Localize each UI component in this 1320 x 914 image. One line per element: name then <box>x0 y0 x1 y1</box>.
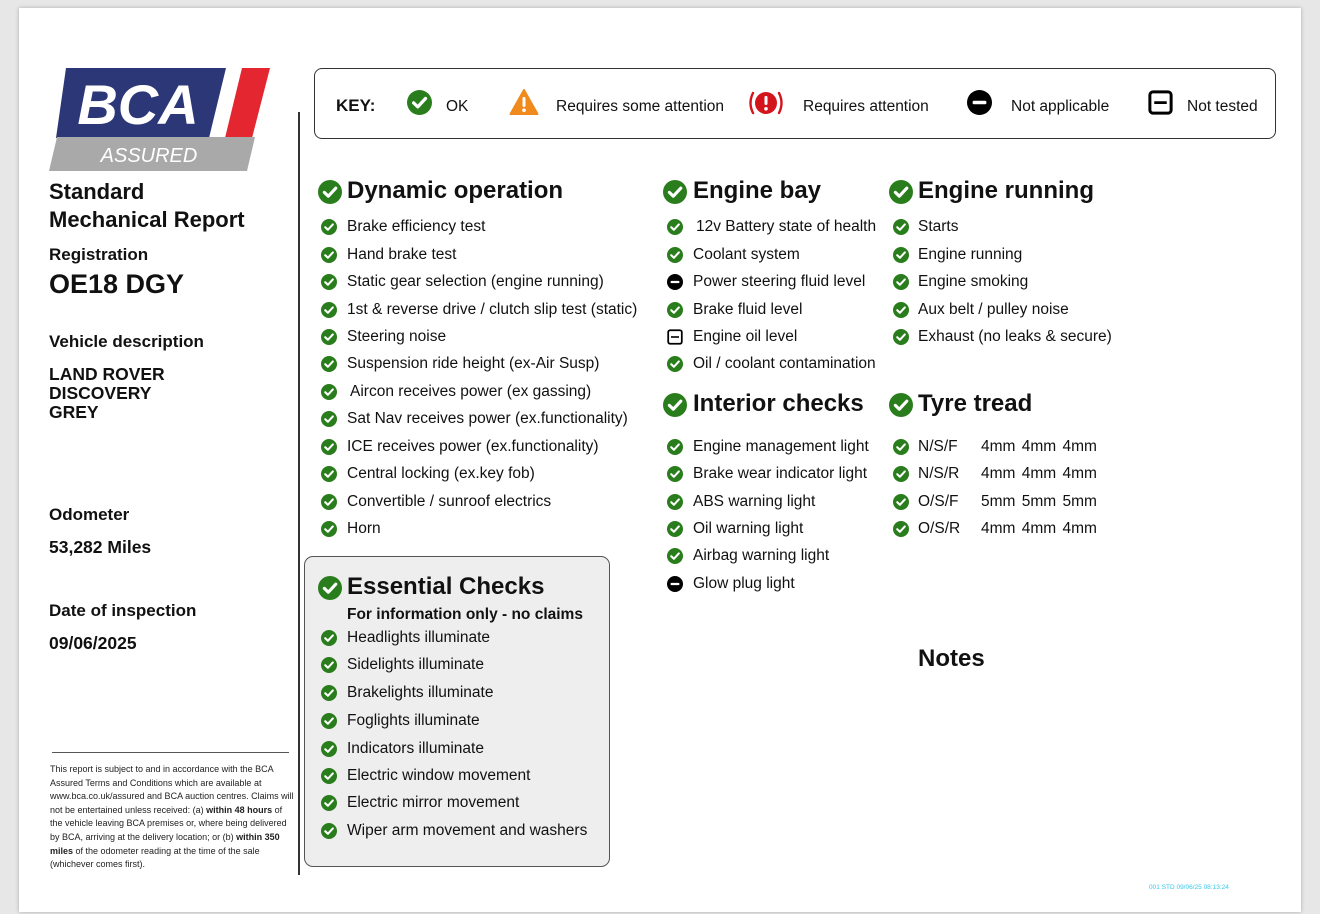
interior-item-label: Airbag warning light <box>693 547 830 564</box>
check-circle-icon <box>321 439 337 460</box>
essential-section-icon <box>318 576 342 605</box>
tyres-item-label: N/S/F <box>918 438 958 455</box>
engine-running-item-label: Aux belt / pulley noise <box>918 301 1069 318</box>
check-circle-icon <box>321 274 337 295</box>
engine-running-item-label: Starts <box>918 218 959 235</box>
vehicle-make: LAND ROVER <box>49 364 165 384</box>
vehicle-description <box>49 365 165 422</box>
engine-bay-item-label: Oil / coolant contamination <box>693 355 876 372</box>
check-circle-icon <box>321 219 337 240</box>
tyre-tread-values: 4mm 4mm 4mm <box>981 465 1097 482</box>
engine-running-section-icon <box>889 180 913 209</box>
key-some-attention-label: Requires some attention <box>556 98 725 115</box>
tyres-item-label: O/S/R <box>918 520 961 537</box>
report-title-line-2: Mechanical Report <box>49 207 245 232</box>
dynamic-section-title: Dynamic operation <box>347 177 564 204</box>
dynamic-item-label: ICE receives power (ex.functionality) <box>347 438 599 455</box>
key-not-applicable-label: Not applicable <box>1011 98 1110 115</box>
tyre-tread-values: 5mm 5mm 5mm <box>981 493 1097 510</box>
dynamic-item-label: Brake efficiency test <box>347 218 486 235</box>
bca-assured-banner <box>49 137 255 171</box>
check-circle-icon <box>667 548 683 569</box>
check-circle-icon <box>321 713 337 734</box>
key-not-tested-icon <box>1148 90 1173 120</box>
minus-circle-icon <box>667 274 683 295</box>
key-title: KEY: <box>336 96 376 115</box>
inspection-date-label: Date of inspection <box>49 601 197 620</box>
key-not-tested-label: Not tested <box>1187 98 1258 115</box>
footer-stamp: 001 STD 09/06/25 08:13:24 <box>1149 884 1229 891</box>
engine-running-item-label: Engine running <box>918 246 1023 263</box>
check-circle-icon <box>321 411 337 432</box>
disclaimer-bold-2: within 350 miles <box>50 831 280 856</box>
report-title <box>49 178 245 234</box>
check-circle-icon <box>893 247 909 268</box>
essential-item-label: Electric window movement <box>347 767 531 784</box>
essential-subtitle: For information only - no claims <box>347 606 583 623</box>
dynamic-item-label: Hand brake test <box>347 246 457 263</box>
check-circle-icon <box>321 466 337 487</box>
key-attention-label: Requires attention <box>803 98 929 115</box>
essential-item-label: Brakelights illuminate <box>347 684 494 701</box>
check-circle-icon <box>321 247 337 268</box>
report-title-line-1: Standard <box>49 179 145 204</box>
dynamic-section-icon <box>318 180 342 209</box>
tyre-tread-values: 4mm 4mm 4mm <box>981 438 1097 455</box>
logo-sub-text: ASSURED <box>100 145 198 167</box>
dynamic-item-label: Sat Nav receives power (ex.functionality) <box>347 410 628 427</box>
inspection-date-value: 09/06/2025 <box>49 633 137 653</box>
check-circle-icon <box>321 329 337 350</box>
check-circle-icon <box>667 494 683 515</box>
check-circle-icon <box>893 302 909 323</box>
engine-bay-item-label: Coolant system <box>693 246 800 263</box>
vehicle-colour: GREY <box>49 402 99 422</box>
dynamic-item-label: Suspension ride height (ex-Air Susp) <box>347 355 600 372</box>
dynamic-item-label: Static gear selection (engine running) <box>347 273 604 290</box>
disclaimer-text <box>50 763 295 872</box>
check-circle-icon <box>321 657 337 678</box>
essential-item-label: Wiper arm movement and washers <box>347 822 588 839</box>
tyre-tread-values: 4mm 4mm 4mm <box>981 520 1097 537</box>
key-ok-icon <box>407 90 432 120</box>
check-circle-icon <box>667 439 683 460</box>
minus-circle-icon <box>667 576 683 597</box>
disclaimer-part-2: of the vehicle leaving BCA premises or, where being delivered by BCA, arriving at the delivery location; or (b) <box>50 804 287 842</box>
essential-item-label: Indicators illuminate <box>347 740 484 757</box>
check-circle-icon <box>321 685 337 706</box>
essential-item-label: Headlights illuminate <box>347 629 491 646</box>
check-circle-icon <box>667 466 683 487</box>
check-circle-icon <box>893 274 909 295</box>
check-circle-icon <box>321 521 337 542</box>
interior-item-label: Engine management light <box>693 438 869 455</box>
essential-item-label: Foglights illuminate <box>347 712 480 729</box>
engine-running-item-label: Engine smoking <box>918 273 1029 290</box>
check-circle-icon <box>667 247 683 268</box>
essential-section-title: Essential Checks <box>347 573 545 600</box>
dynamic-item-label: 1st & reverse drive / clutch slip test (static) <box>347 301 638 318</box>
odometer-value: 53,282 Miles <box>49 537 152 557</box>
vehicle-description-label: Vehicle description <box>49 332 204 351</box>
check-circle-icon <box>667 302 683 323</box>
check-circle-icon <box>321 630 337 651</box>
check-circle-icon <box>667 356 683 377</box>
interior-item-label: Brake wear indicator light <box>693 465 868 482</box>
dynamic-item-label: Central locking (ex.key fob) <box>347 465 535 482</box>
dynamic-item-label: Convertible / sunroof electrics <box>347 493 552 510</box>
disclaimer-rule <box>52 752 289 753</box>
bca-logo <box>56 68 270 138</box>
key-ok-label: OK <box>446 98 469 115</box>
check-circle-icon <box>321 823 337 844</box>
tyres-item-label: N/S/R <box>918 465 960 482</box>
dynamic-item-label: Steering noise <box>347 328 447 345</box>
engine-bay-section-title: Engine bay <box>693 177 822 204</box>
engine-bay-item-label: 12v Battery state of health <box>696 218 877 235</box>
engine-bay-item-label: Brake fluid level <box>693 301 803 318</box>
disclaimer-part-1: This report is subject to and in accordance with the BCA Assured Terms and Conditions which are available at www.bca.co.uk/assured and BCA auction centres. Claims will not be entertained unless received: (a) <box>50 764 294 815</box>
check-circle-icon <box>321 741 337 762</box>
check-circle-icon <box>321 384 337 405</box>
essential-item-label: Sidelights illuminate <box>347 656 484 673</box>
registration-label: Registration <box>49 245 149 264</box>
tyre-section-icon <box>889 393 913 422</box>
check-circle-icon <box>893 521 909 542</box>
engine-running-item-label: Exhaust (no leaks & secure) <box>918 328 1112 345</box>
check-circle-icon <box>893 494 909 515</box>
essential-item-label: Electric mirror movement <box>347 794 520 811</box>
check-circle-icon <box>893 439 909 460</box>
check-circle-icon <box>321 768 337 789</box>
notes-title: Notes <box>918 645 985 672</box>
interior-item-label: Glow plug light <box>693 575 795 592</box>
engine-bay-section-icon <box>663 180 687 209</box>
dynamic-item-label: Horn <box>347 520 381 537</box>
check-circle-icon <box>893 466 909 487</box>
interior-item-label: ABS warning light <box>693 493 816 510</box>
disclaimer-bold-1: within 48 hours <box>206 804 273 815</box>
interior-item-label: Oil warning light <box>693 520 804 537</box>
check-circle-icon <box>893 329 909 350</box>
engine-running-section-title: Engine running <box>918 177 1094 204</box>
check-circle-icon <box>893 219 909 240</box>
logo-brand-text: BCA <box>77 73 199 136</box>
dynamic-item-label: Aircon receives power (ex gassing) <box>350 383 592 400</box>
tyre-section-title: Tyre tread <box>918 390 1033 417</box>
check-circle-icon <box>321 302 337 323</box>
engine-bay-item-label: Engine oil level <box>693 328 798 345</box>
disclaimer-part-3: of the odometer reading at the time of the sale (whichever comes first). <box>50 845 260 870</box>
odometer-label: Odometer <box>49 505 130 524</box>
tyres-item-label: O/S/F <box>918 493 959 510</box>
check-circle-icon <box>321 356 337 377</box>
check-circle-icon <box>667 219 683 240</box>
vehicle-model: DISCOVERY <box>49 383 152 403</box>
minus-square-icon <box>667 329 683 350</box>
column-divider <box>298 112 300 875</box>
key-not-applicable-icon <box>967 90 992 120</box>
interior-section-title: Interior checks <box>693 390 864 417</box>
engine-bay-item-label: Power steering fluid level <box>693 273 866 290</box>
check-circle-icon <box>321 795 337 816</box>
check-circle-icon <box>321 494 337 515</box>
key-warning-icon <box>509 88 539 121</box>
registration-value: OE18 DGY <box>49 269 185 299</box>
check-circle-icon <box>667 521 683 542</box>
interior-section-icon <box>663 393 687 422</box>
key-attention-icon <box>748 89 784 122</box>
